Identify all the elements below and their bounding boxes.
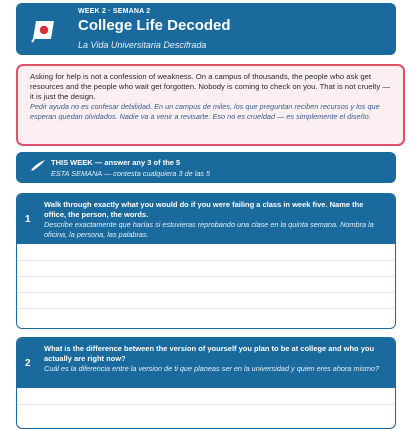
page-subtitle: La Vida Universitaria Descifrada [78, 40, 207, 50]
page-title: College Life Decoded [78, 17, 231, 34]
question-number: 1 [25, 214, 31, 225]
question-header [17, 194, 395, 244]
instructions-english: THIS WEEK — answer any 3 of the 5 [51, 158, 181, 167]
question-text-spanish: Cuál es la diferencia entre la version de ti que planeas ser en la universidad y quien eres ahora mismo? [44, 364, 380, 373]
question-card-2 [16, 337, 396, 429]
answer-area[interactable] [17, 244, 395, 328]
callout-box [16, 64, 405, 146]
question-number: 2 [25, 358, 31, 369]
callout-text-spanish: Pedir ayuda no es confesar debilidad. En un campus de miles, los que preguntan reciben recursos y los que esperan quedan olvidados. Nadie va a venir a revisarte. Eso no es crueldad — es simplemente el diseño. [30, 102, 380, 121]
instructions-bar [16, 152, 396, 183]
callout-text-english: Asking for help is not a confession of weakness. On a campus of thousands, the people who ask get resources and the people who wait get forgotten. Nobody is coming to check on you. That is not cruelty — it is just the design. [30, 72, 391, 101]
week-label: WEEK 2 · SEMANA 2 [78, 8, 151, 15]
flag-logo-icon [30, 17, 56, 43]
quill-pen-icon [26, 159, 46, 175]
answer-area[interactable] [17, 388, 395, 428]
question-text-english: What is the difference between the version of yourself you plan to be at college and who you actually are right now? [44, 344, 375, 363]
question-header [17, 338, 395, 388]
question-text-english: Walk through exactly what you would do if you were failing a class in week five. Name the office, the person, the words. [44, 200, 364, 219]
instructions-spanish: ESTA SEMANA — contesta cualquiera 3 de las 5 [51, 169, 211, 178]
question-text-spanish: Describe exactamente que harías si estuvieras reprobando una clase en la quinta semana. Nombra la oficina, la persona, las palabras. [44, 220, 374, 239]
worksheet-header [16, 3, 396, 55]
question-card-1 [16, 193, 396, 329]
